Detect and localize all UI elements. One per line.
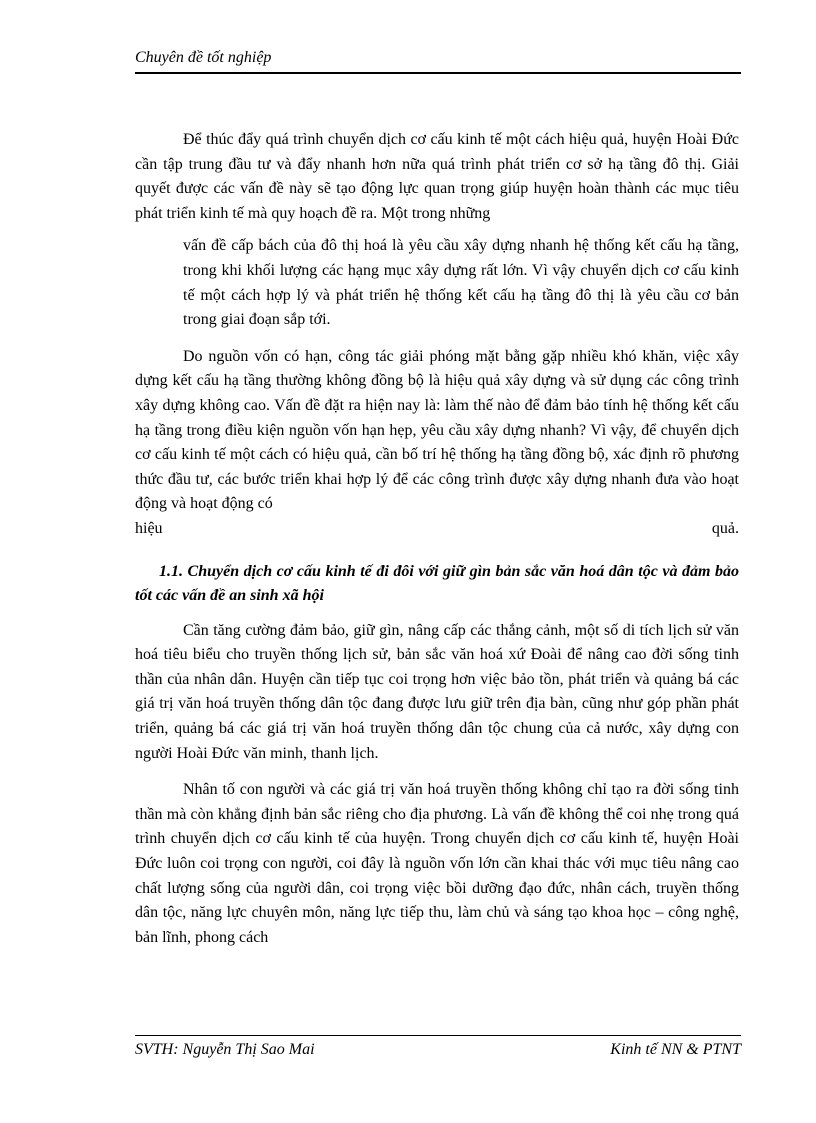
footer-author: SVTH: Nguyễn Thị Sao Mai xyxy=(135,1041,315,1058)
page-footer xyxy=(135,1035,741,1060)
document-title: Chuyên đề tốt nghiệp xyxy=(135,49,272,66)
paragraph-3-tail-right: quả. xyxy=(711,519,739,537)
paragraph-3-tail-left: hiệu xyxy=(135,519,163,537)
footer-department: Kinh tế NN & PTNT xyxy=(610,1041,741,1058)
paragraph-2: vấn đề cấp bách của đô thị hoá là yêu cầu xây dựng nhanh hệ thống kết cấu hạ tầng, trong khi khối lượng các hạng mục xây dựng rất lớn. Vì vậy chuyển dịch cơ cấu kinh tế một cách hợp lý và phát triển hệ thống kết cấu hạ tầng đô thị là yêu cầu cơ bản trong giai đoạn sắp tới. xyxy=(183,237,739,329)
section-heading: 1.1. Chuyển dịch cơ cấu kinh tế đi đôi với giữ gìn bản sắc văn hoá dân tộc và đảm bảo tốt các vấn đề an sinh xã hội xyxy=(135,562,739,605)
paragraph-4: Cần tăng cường đảm bảo, giữ gìn, nâng cấp các thắng cảnh, một số di tích lịch sử văn hoá tiêu biểu cho truyền thống lịch sử, bản sắc văn hoá xứ Đoài để nâng cao đời sống tinh thần của nhân dân. Huyện cần tiếp tục coi trọng hơn việc bảo tồn, phát triển và quảng bá các giá trị văn hoá truyền thống dân tộc đang được lưu giữ trên địa bàn, cũng như góp phần phát triển, quảng bá các giá trị văn hoá truyền thống dân tộc chung của cả nước, xây dựng con người Hoài Đức văn minh, thanh lịch. xyxy=(135,621,739,762)
paragraph-3 xyxy=(135,345,739,517)
paragraph-3-last-line xyxy=(135,517,739,542)
document-body xyxy=(135,128,739,950)
page-header xyxy=(135,48,741,74)
paragraph-5: Nhân tố con người và các giá trị văn hoá truyền thống không chỉ tạo ra đời sống tinh thần mà còn khẳng định bản sắc riêng cho địa phương. Là vấn đề không thể coi nhẹ trong quá trình chuyển dịch cơ cấu kinh tế của huyện. Trong chuyển dịch cơ cấu kinh tế, huyện Hoài Đức luôn coi trọng con người, coi đây là nguồn vốn lớn cần khai thác với mục tiêu nâng cao chất lượng sống của người dân, coi trọng việc bồi dưỡng đạo đức, nhân cách, truyền thống dân tộc, năng lực chuyên môn, năng lực tiếp thu, làm chủ và sáng tạo khoa học – công nghệ, bản lĩnh, phong cách xyxy=(135,781,739,946)
paragraph-3-text: Do nguồn vốn có hạn, công tác giải phóng mặt bằng gặp nhiều khó khăn, việc xây dựng kết cấu hạ tầng thường không đồng bộ là hiệu quả xây dựng và sử dụng các công trình xây dựng không cao. Vấn đề đặt ra hiện nay là: làm thế nào để đảm bảo tính hệ thống kết cấu hạ tầng trong điều kiện nguồn vốn hạn hẹp, yêu cầu xây dựng nhanh? Vì vậy, để chuyển dịch cơ cấu kinh tế một cách có hiệu quả, cần bố trí hệ thống hạ tầng đồng bộ, xác định rõ phương thức đầu tư, các bước triển khai hợp lý để các công trình được xây dựng nhanh đưa vào hoạt động và hoạt động có xyxy=(135,347,739,513)
paragraph-1: Để thúc đẩy quá trình chuyển dịch cơ cấu kinh tế một cách hiệu quả, huyện Hoài Đức cần tập trung đầu tư và đẩy nhanh hơn nữa quá trình phát triển cơ sở hạ tầng đô thị. Giải quyết được các vấn đề này sẽ tạo động lực quan trọng giúp huyện hoàn thành các mục tiêu phát triển kinh tế mà quy hoạch đề ra. Một trong những xyxy=(135,131,739,222)
